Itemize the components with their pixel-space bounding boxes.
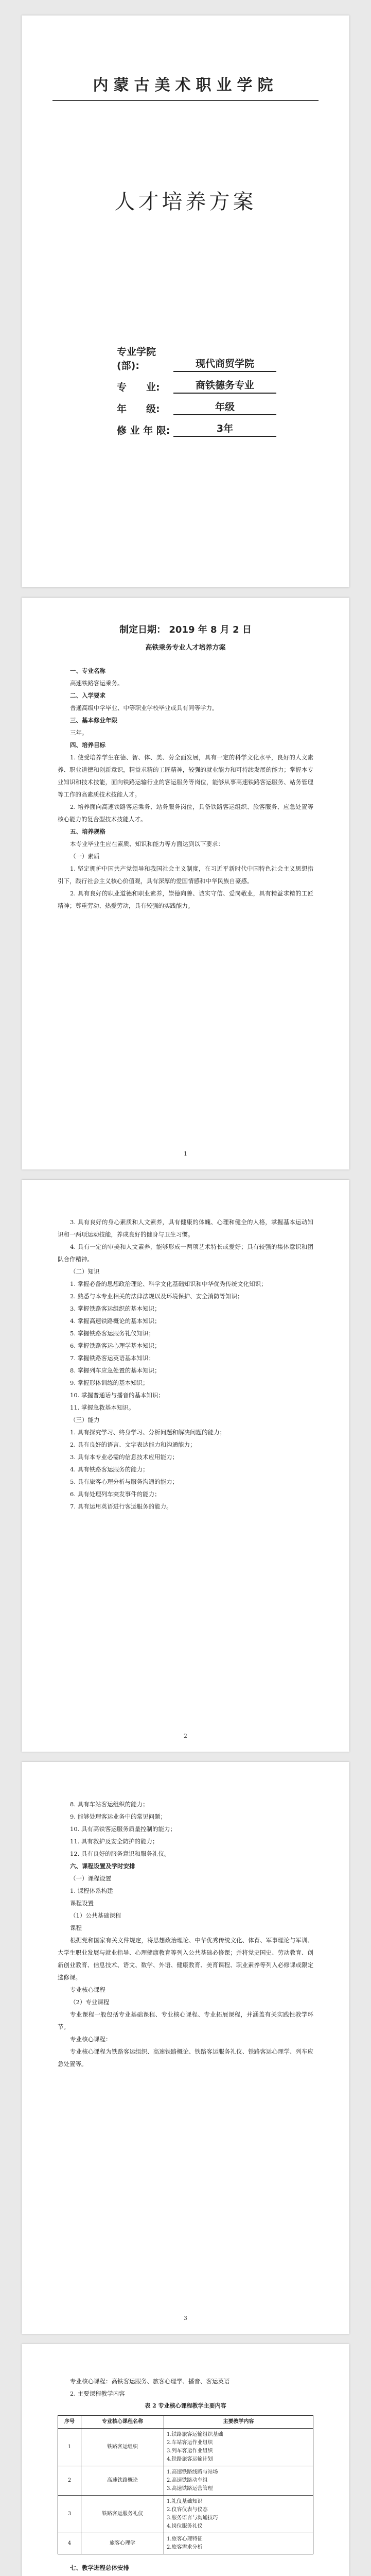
paragraph: 8. 掌握列车应急处置的基本知识；	[70, 1367, 161, 1374]
paragraph: 五、培养规格	[70, 828, 105, 835]
page-4-body	[58, 1798, 313, 2070]
paragraph: 5. 掌握铁路客运服务礼仪知识；	[70, 1330, 155, 1337]
table-cell: 1.铁路旅客运输组织基础 2.车站客运作业组织 3.列车客运作业组织 4.铁路旅客运输计划	[164, 2429, 313, 2466]
page-3	[22, 1180, 349, 1752]
table-row	[58, 2429, 313, 2466]
paragraph: 课程	[70, 1924, 82, 1931]
paragraph: （2）专业课程	[70, 1998, 110, 2006]
paragraph: 3. 掌握铁路客运组织的基本知识；	[70, 1305, 161, 1312]
table-row	[58, 2466, 313, 2496]
field-row	[117, 415, 276, 437]
paragraph: 1. 使受培养学生在德、智、体、美、劳全面发展，具有一定的科学文化水平，良好的人文素养、职业道德和创新意识，精益求精的工匠精神，较强的就业能力和可持续发展的能力；掌握本专业知识和技术技能，面向铁路运输行业的客运服务等岗位，能够从事高速铁路客运服务、站务管理等工作的高素质技术技能人才。	[58, 754, 313, 798]
paragraph: （一）素质	[70, 853, 100, 860]
paragraph	[58, 2574, 313, 2576]
field-value: 年级	[173, 399, 276, 415]
paragraph: （1）公共基础课程	[70, 1912, 121, 1919]
paragraph: 2. 熟悉与本专业相关的法律法规以及环境保护、安全消防等知识；	[70, 1293, 243, 1300]
cover-page	[22, 15, 349, 587]
page-2	[22, 598, 349, 1170]
table-cell: 旅客心理学	[81, 2533, 164, 2554]
table-cell: 3	[58, 2496, 81, 2533]
paragraph: 专业核心课程：	[70, 2036, 112, 2043]
paragraph: 1. 课程体系构建	[70, 1887, 113, 1894]
paragraph: 二、入学要求	[70, 692, 105, 699]
page-2-body	[58, 665, 313, 912]
paragraph: 11. 掌握急救基本知识。	[70, 1404, 135, 1411]
page-number: 2	[184, 1733, 187, 1739]
table-header: 专业核心课程名称	[81, 2416, 164, 2429]
paragraph: 3. 具有本专业必需的信息技术应用能力；	[70, 1453, 179, 1461]
paragraph: 10. 掌握普通话与播音的基本知识；	[70, 1392, 164, 1399]
page-number: 3	[184, 2315, 187, 2321]
paragraph: 4. 掌握高速铁路概论的基本知识；	[70, 1317, 161, 1325]
table-cell: 铁路客运组织	[81, 2429, 164, 2466]
paragraph: 3. 具有良好的身心素质和人文素养，具有健康的体魄、心理和健全的人格，掌握基本运动知识和一两项运动技能，养成良好的健身与卫生习惯。	[58, 1218, 313, 1238]
plan-subtitle: 高铁乘务专业人才培养方案	[145, 644, 226, 652]
field-row	[117, 394, 276, 415]
paragraph: 7. 具有运用英语进行客运服务的能力。	[70, 1503, 172, 1510]
cover-fields	[117, 346, 276, 437]
paragraph: 5. 具有旅客心理分析与服务沟通的能力；	[70, 1478, 179, 1485]
paragraph: （一）课程设置	[70, 1875, 112, 1882]
field-label: 专 业:	[117, 382, 160, 393]
field-label: 修 业 年 限:	[117, 425, 170, 436]
formulation-date: 制定日期： 2019 年 8 月 2 日	[119, 624, 252, 635]
paragraph: 11. 具有救护及安全防护的能力；	[70, 1838, 158, 1845]
paragraph: 一、专业名称	[70, 667, 105, 674]
paragraph: 专业核心课程	[70, 1986, 105, 1993]
table-cell: 1.旅客心理特征 2.旅客需求分析	[164, 2533, 313, 2554]
table-header: 主要教学内容	[164, 2416, 313, 2429]
paragraph: 专业核心课程：高铁客运服务、旅客心理学、播音、客运英语	[70, 2378, 230, 2385]
paragraph: 根据党和国家有关文件规定，将思想政治理论、中华优秀传统文化、体育、军事理论与军训、大学生职业发展与就业指导、心理健康教育等列入公共基础必修课；并将党史国史、劳动教育、创新创业教育、信息技术、语文、数学、外语、健康教育、美育课程、职业素养等列入必修课或限定选修课。	[58, 1937, 313, 1981]
table-cell: 1.礼仪基础知识 2.仪容仪表与仪态 3.服务语言与沟通技巧 4.岗位服务礼仪	[164, 2496, 313, 2533]
field-label: 专业学院(部):	[117, 346, 156, 371]
page-5	[22, 2344, 349, 2576]
paragraph: 4. 具有一定的审美和人文素养，能够形成一两项艺术特长或爱好；具有较强的集体意识和团队合作精神。	[58, 1243, 313, 1263]
core-course-table	[58, 2415, 313, 2554]
paragraph: 1. 具有探究学习、终身学习、分析问题和解决问题的能力；	[70, 1429, 226, 1436]
paragraph: 高速铁路客运乘务。	[70, 680, 123, 687]
field-label: 年 级:	[117, 403, 160, 415]
paragraph: 6. 具有处理列车突发事件的能力；	[70, 1490, 161, 1498]
paragraph: （三）能力	[70, 1416, 100, 1423]
table-cell: 1	[58, 2429, 81, 2466]
paragraph: 1. 掌握必备的思想政治理论、科学文化基础知识和中华优秀传统文化知识；	[70, 1280, 267, 1287]
page-4	[22, 1762, 349, 2334]
paragraph: 六、课程设置及学时安排	[70, 1862, 135, 1870]
school-name: 内蒙古美术职业学院	[22, 72, 349, 101]
table-row	[58, 2533, 313, 2554]
table-header-row	[58, 2416, 313, 2429]
page-5-paragraphs	[58, 2562, 313, 2576]
table-cell: 4	[58, 2533, 81, 2554]
paragraph: 9. 掌握形体训练的基本知识；	[70, 1379, 149, 1386]
paragraph: （二）知识	[70, 1268, 100, 1275]
paragraph: 三、基本修业年限	[70, 717, 117, 724]
table-cell: 1.高速铁路线路与站场 2.高速铁路动车组 3.高速铁路运营管理	[164, 2466, 313, 2496]
paragraph: 7. 掌握铁路客运英语基本知识；	[70, 1354, 155, 1362]
paragraph: 专业核心课程为铁路客运组织、高速铁路概论、铁路客运服务礼仪、铁路客运心理学、列车应急处置等。	[58, 2048, 313, 2067]
paragraph: 四、培养目标	[70, 741, 105, 749]
paragraph: 三年。	[70, 729, 88, 736]
paragraph: 6. 掌握铁路客运心理学基本知识；	[70, 1342, 161, 1349]
paragraph: 普通高级中学毕业、中等职业学校毕业或具有同等学力。	[70, 704, 218, 711]
table-cell: 铁路客运服务礼仪	[81, 2496, 164, 2533]
paragraph: 1. 坚定拥护中国共产党领导和我国社会主义制度，在习近平新时代中国特色社会主义思想指引下，践行社会主义核心价值观，具有深厚的爱国情感和中华民族自豪感。	[58, 865, 313, 885]
paragraph: 10. 具有高铁客运服务质量控制的能力；	[70, 1825, 176, 1833]
paragraph: 4. 具有铁路客运服务的能力；	[70, 1466, 149, 1473]
paragraph: 2. 培养面向高速铁路客运乘务、站务服务岗位，具备铁路客运组织、旅客服务、应急处置等核心能力的复合型技术技能人才。	[58, 803, 313, 823]
field-value: 3年	[173, 421, 276, 437]
page-5-body	[58, 2375, 313, 2576]
page-number: 1	[184, 1150, 187, 1157]
paragraph: 2. 具有良好的语言、文字表达能力和沟通能力；	[70, 1441, 196, 1448]
paragraph: 12. 具有良好的服务意识和服务礼仪。	[70, 1850, 170, 1857]
paragraph: 本专业毕业生应在素质、知识和能力等方面达到以下要求：	[70, 840, 224, 848]
field-value: 商铁德务专业	[173, 378, 276, 394]
cover-title: 人才培养方案	[114, 190, 257, 214]
paragraph: 七、教学进程总体安排	[70, 2564, 129, 2571]
paragraph: 9. 能够处理客运业务中的常见问题；	[70, 1813, 167, 1820]
table-cell: 高速铁路概论	[81, 2466, 164, 2496]
field-row	[117, 372, 276, 394]
table-caption: 表 2 专业核心课程教学主要内容	[145, 2402, 226, 2409]
page-3-body	[58, 1216, 313, 1513]
paragraph: 2. 具有良好的职业道德和职业素养，崇德向善、诚实守信、爱岗敬业，具有精益求精的工匠精神；尊重劳动、热爱劳动，具有较强的实践能力。	[58, 890, 313, 909]
table-cell: 2	[58, 2466, 81, 2496]
table-row	[58, 2496, 313, 2533]
paragraph: 2. 主要课程教学内容	[70, 2390, 125, 2397]
paragraph: 8. 具有车站客运组织的能力；	[70, 1801, 149, 1808]
table-header: 序号	[58, 2416, 81, 2429]
field-row	[117, 346, 276, 372]
paragraph: 课程设置	[70, 1900, 94, 1907]
paragraph: 专业课程一般包括专业基础课程、专业核心课程、专业拓展课程，并涵盖有关实践性教学环节。	[58, 2011, 313, 2030]
field-value: 现代商贸学院	[173, 356, 276, 372]
